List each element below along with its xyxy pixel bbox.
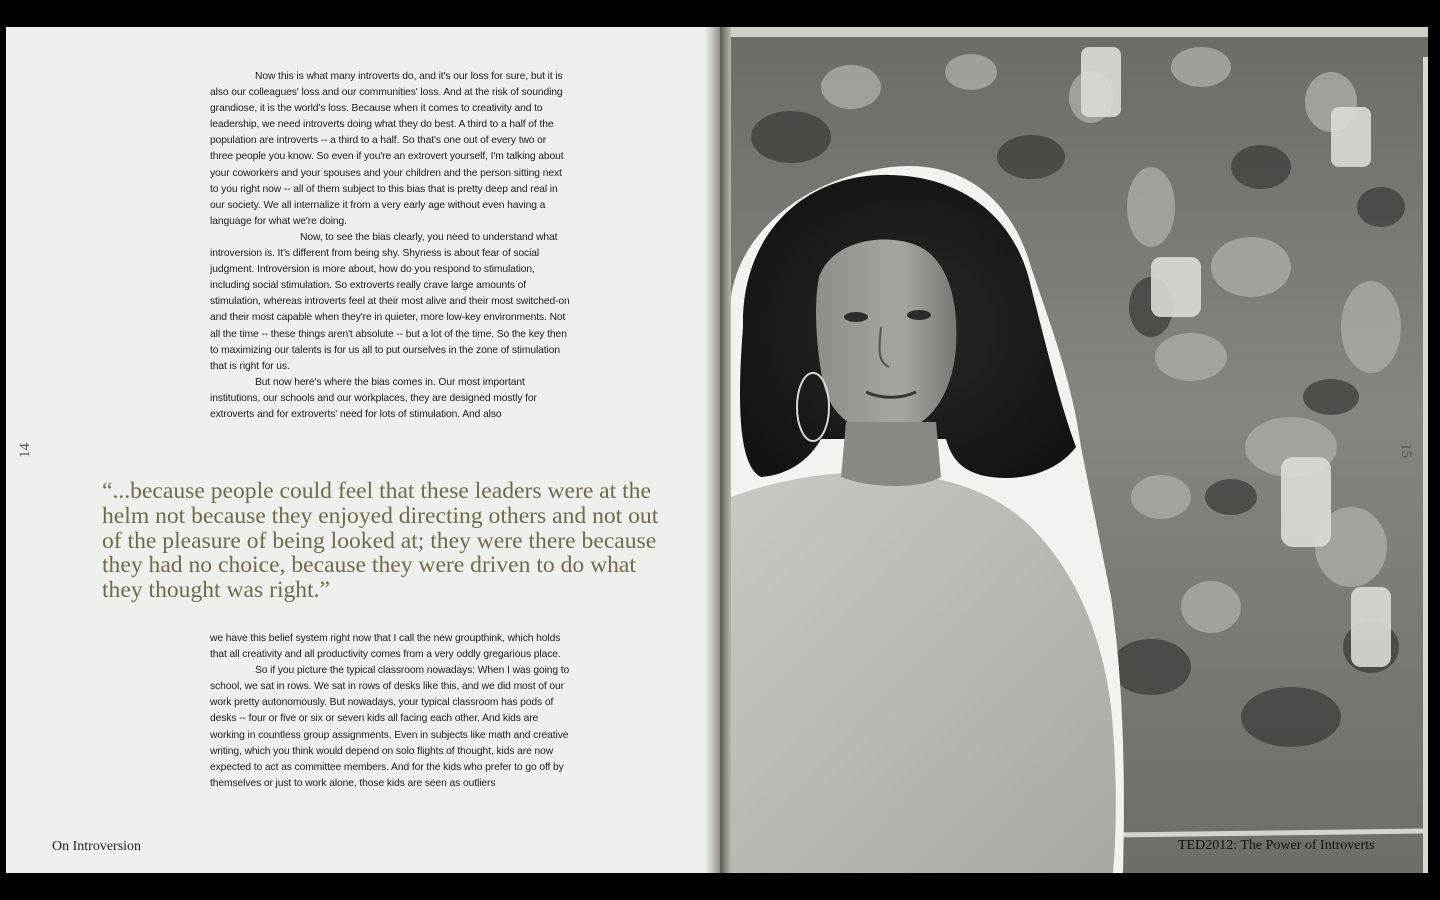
- pull-quote: “...because people could feel that these leaders were at the helm not because they enjoyed directing others and not out of the pleasure of being looked at; they were there because they had no choice, because they were driven to do what they thought was right.”: [102, 478, 659, 604]
- right-page-photo: [731, 27, 1428, 873]
- beach-crowd-photo: [731, 27, 1428, 873]
- paragraph: So if you picture the typical classroom nowadays: When I was going to school, we sat in rows. We sat in rows of desks like this, and we did most of our work pretty autonomously. But nowadays, your typical classroom has pods of desks -- four or five or six or seven kids all facing each other. And kids are working in countless group assignments. Even in subjects like math and creative writing, which you think would depend on solo flights of thought, kids are now expected to act as committee members. And for the kids who prefer to go off by themselves or just to work alone, those kids are seen as outliers: [210, 665, 570, 789]
- gutter-shadow: [704, 27, 720, 873]
- paragraph: Now, to see the bias clearly, you need to understand what introversion is. It's different from being shy. Shyness is about fear of social judgment. Introversion is more about, how do you respond to stimulation, including social stimulation. So extroverts really crave large amounts of stimulation, whereas introverts feel at their most alive and their most switched-on and their most capable when they're in quieter, more low-key environments. Not all the time -- these things aren't absolute -- but a lot of the time. So the key then to maximizing our talents is for us all to put ourselves in the zone of stimulation that is right for us.: [210, 231, 570, 372]
- running-title-left: On Introversion: [52, 839, 142, 854]
- body-text-bottom: [210, 631, 570, 792]
- paragraph: Now this is what many introverts do, and it's our loss for sure, but it is also our colleagues' loss and our communities' loss. And at the risk of sounding grandiose, it is the world's loss. Because when it comes to creativity and to leadership, we need introverts doing what they do best. A third to a half of the population are introverts -- a third to a half. So that's one out of every two or three people you know. So even if you're an extrovert yourself, I'm talking about your coworkers and your spouses and your children and the person sitting next to you right now -- all of them subject to this bias that is pretty deep and real in our society. We all internalize it from a very early age without even having a language for what we're doing.: [210, 71, 564, 227]
- body-text-top: [210, 69, 570, 423]
- paragraph: But now here's where the bias comes in. Our most important institutions, our schools and our workplaces, they are designed mostly for extroverts and for extroverts' need for lots of stimulation. And also: [210, 376, 537, 420]
- page-number-left: 14: [17, 443, 33, 458]
- left-page: [6, 27, 714, 873]
- running-title-right: TED2012: The Power of Introverts: [1178, 838, 1375, 853]
- face: [816, 240, 956, 434]
- page-number-right: 15: [1398, 443, 1414, 458]
- paragraph: we have this belief system right now that I call the new groupthink, which holds that all creativity and all productivity comes from a very oddly gregarious place.: [210, 633, 561, 661]
